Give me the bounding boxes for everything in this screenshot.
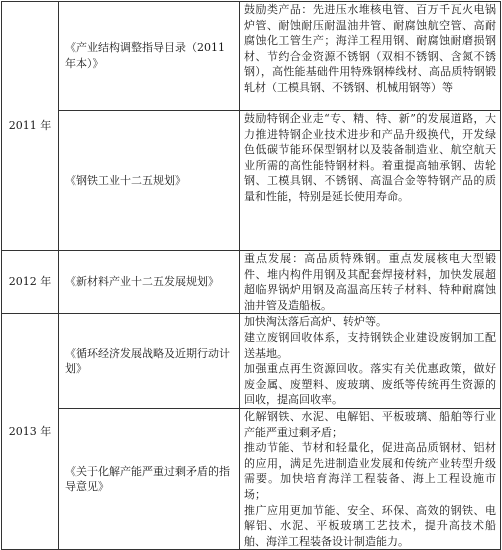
table-row	[2, 408, 501, 549]
policy-description-cell	[240, 251, 501, 314]
description-paragraph: 推动节能、节材和轻量化，促进高品质钢材、铝材的应用，满足先进制造业发展和传统产业转型升级需要。加快培育海洋工程装备、海上工程设施市场；	[244, 441, 496, 501]
year-cell: 2013 年	[2, 314, 59, 550]
policy-table	[1, 1, 501, 550]
description-paragraph: 化解钢铁、水泥、电解铝、平板玻璃、船舶等行业产能严重过剩矛盾；	[244, 409, 496, 439]
policy-name-cell: 《产业结构调整指导目录（2011 年本）》	[59, 2, 240, 111]
policy-name-cell: 《循环经济发展战略及近期行动计划》	[59, 314, 240, 409]
description-paragraph: 推广应用更加节能、安全、环保、高效的钢铁、电解铝、水泥、平板玻璃工艺技术，提升高技术船舶、海洋工程装备设计制造能力。	[244, 503, 496, 548]
description-paragraph: 鼓励特钢企业走“专、精、特、新”的发展道路，大力推进特钢企业技术进步和产品升级换代，开发绿色低碳节能环保型钢材以及装备制造业、航空航天业所需的高性能特钢材料。着重提高轴承钢、齿轮钢、工模具钢、不锈钢、高温合金等特钢产品的质量和性能，特别是延长使用寿命。	[244, 112, 496, 203]
policy-description-cell	[240, 2, 501, 111]
policy-description-cell	[240, 111, 501, 251]
description-paragraph: 重点发展：高品质特殊钢。重点发展核电大型锻件、堆内构件用钢及其配套焊接材料，加快发展超超临界锅炉用钢及高温高压转子材料、特种耐腐蚀油井管及造船板。	[244, 252, 496, 312]
description-paragraph: 加强重点再生资源回收。落实有关优惠政策，做好废金属、废塑料、废玻璃、废纸等传统再生资源的回收，提高回收率。	[244, 362, 496, 407]
table-row	[2, 111, 501, 251]
policy-description-cell	[240, 408, 501, 549]
year-cell: 2012 年	[2, 251, 59, 314]
policy-name-cell: 《钢铁工业十二五规划》	[59, 111, 240, 251]
policy-description-cell	[240, 314, 501, 409]
table-row	[2, 2, 501, 111]
policy-name-cell: 《关于化解产能严重过剩矛盾的指导意见》	[59, 408, 240, 549]
description-paragraph: 鼓励类产品：先进压水堆核电管、百万千瓦火电锅炉管、耐蚀耐压耐温油井管、耐腐蚀航空管、高耐腐蚀化工管生产；海洋工程用钢、耐腐蚀耐磨损钢材、节约合金资源不锈钢（双相不锈钢、含氮不锈钢），高性能基础件用特殊钢棒线材、高品质特钢锻轧材（工模具钢、不锈钢、机械用钢等）等	[244, 3, 496, 94]
table-row	[2, 314, 501, 409]
table-row	[2, 251, 501, 314]
description-paragraph: 加快淘汰落后高炉、转炉等。	[244, 315, 387, 329]
year-cell: 2011 年	[2, 2, 59, 251]
policy-name-cell: 《新材料产业十二五发展规划》	[59, 251, 240, 314]
description-paragraph: 建立废钢回收体系，支持钢铁企业建设废钢加工配送基地。	[244, 330, 496, 360]
